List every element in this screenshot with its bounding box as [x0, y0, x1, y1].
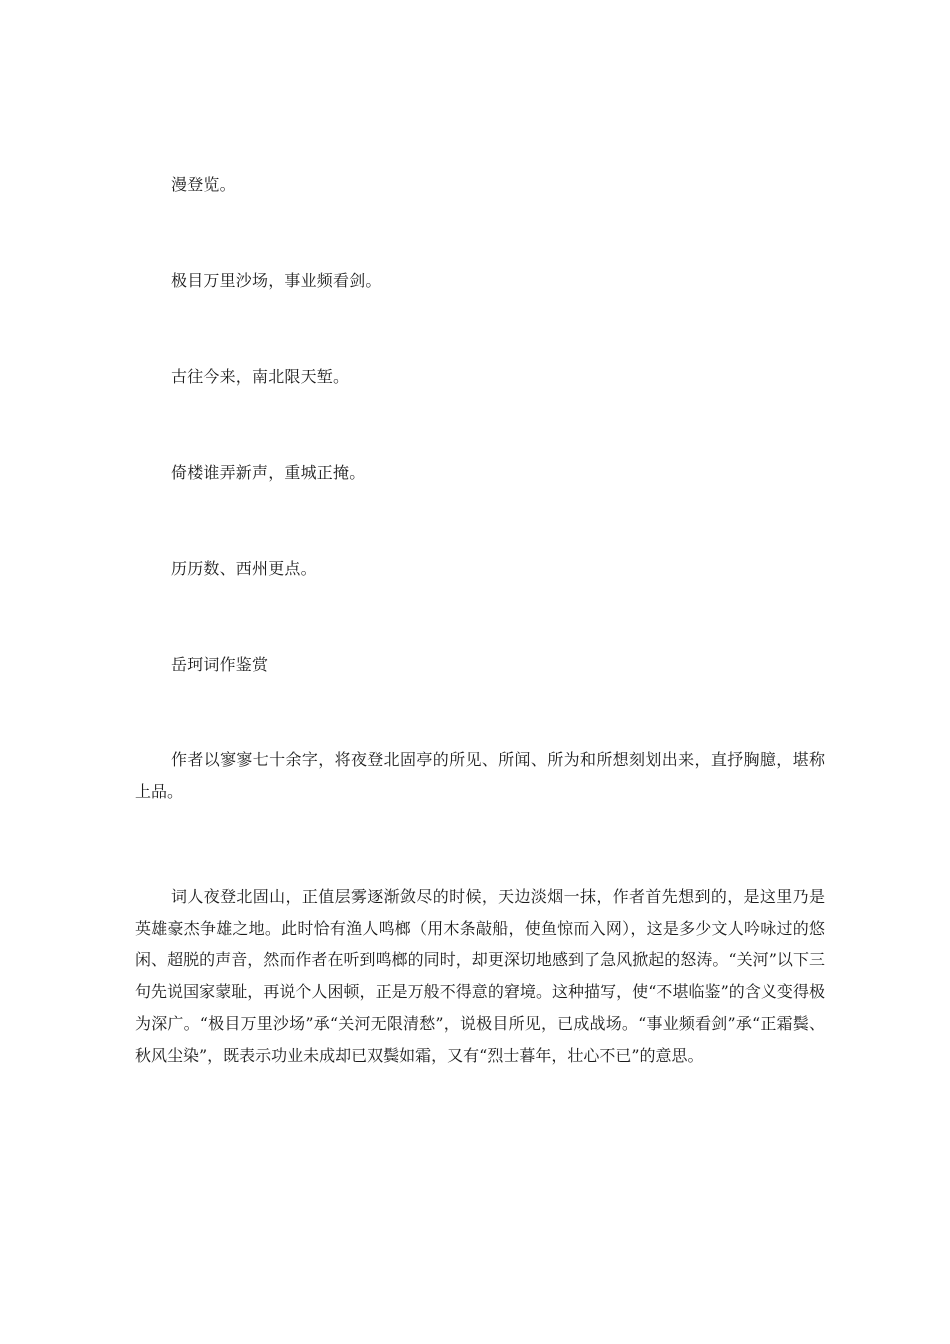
poem-line-3: 古往今来，南北限天堑。 — [171, 367, 350, 386]
commentary-paragraph-2: 词人夜登北固山，正值层雾逐渐敛尽的时候，天边淡烟一抹，作者首先想到的，是这里乃是英雄豪杰争雄之地。此时恰有渔人鸣榔（用木条敲船，使鱼惊而入网），这是多少文人吟咏过的悠闲、超脱的声音，然而作者在听到鸣榔的同时，却更深切地感到了急风掀起的怒涛。“关河”以下三句先说国家蒙耻，再说个人困顿，正是万般不得意的窘境。这种描写，使“不堪临鉴”的含义变得极为深广。“极目万里沙场”承“关河无限清愁”，说极目所见，已成战场。“事业频看剑”承“正霜鬓、秋风尘染”，既表示功业未成却已双鬓如霜，又有“烈士暮年，壮心不已”的意思。 — [135, 887, 825, 1065]
section-heading: 岳珂词作鉴赏 — [171, 655, 269, 674]
commentary-paragraph-1: 作者以寥寥七十余字，将夜登北固亭的所见、所闻、所为和所想刻划出来，直抒胸臆，堪称上品。 — [135, 750, 825, 801]
poem-line-4: 倚楼谁弄新声，重城正掩。 — [171, 463, 366, 482]
poem-line-5: 历历数、西州更点。 — [171, 559, 317, 578]
poem-line-1: 漫登览。 — [171, 175, 236, 194]
poem-line-2: 极目万里沙场，事业频看剑。 — [171, 271, 382, 290]
